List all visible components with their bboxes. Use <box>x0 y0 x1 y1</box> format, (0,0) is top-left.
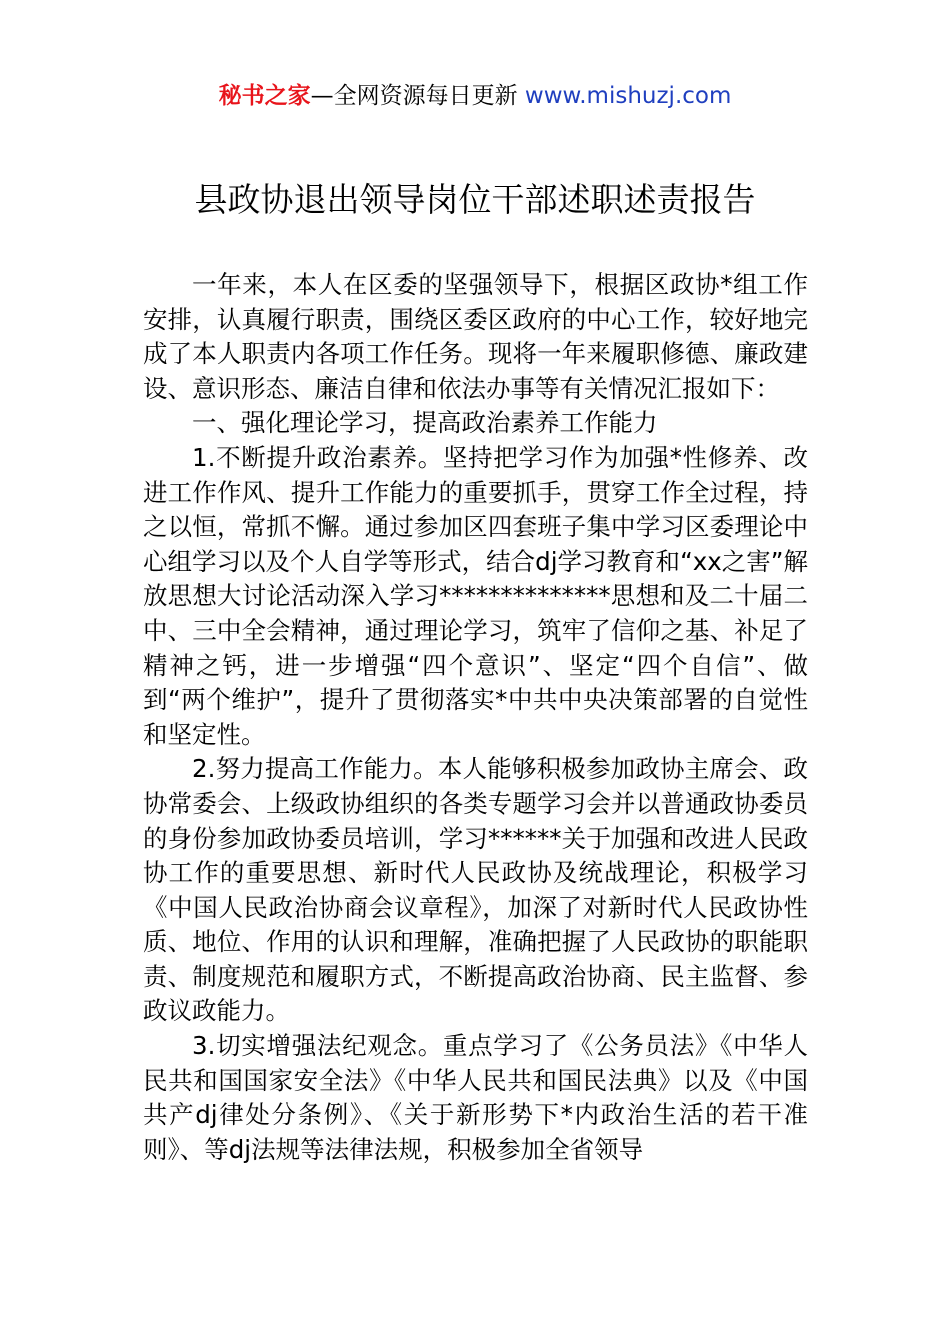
header-tagline: —全网资源每日更新 <box>310 83 518 109</box>
paragraph-item-3: 3.切实增强法纪观念。重点学习了《公务员法》《中华人民共和国国家安全法》《中华人民共和国民法典》以及《中国共产dj律处分条例》、《关于新形势下*内政治生活的若干准则》、等dj法规等法律法规，积极参加全省领导 <box>143 1031 808 1164</box>
paragraph-item-1: 1.不断提升政治素养。坚持把学习作为加强*性修养、改进工作作风、提升工作能力的重要抓手，贯穿工作全过程，持之以恒，常抓不懈。通过参加区四套班子集中学习区委理论中心组学习以及个人自学等形式，结合dj学习教育和“xx之害”解放思想大讨论活动深入学习**************思想和及二十届二中、三中全会精神，通过理论学习，筑牢了信仰之基、补足了精神之钙，进一步增强“四个意识”、坚定“四个自信”、做到“两个维护”，提升了贯彻落实*中共中央决策部署的自觉性和坚定性。 <box>143 442 808 749</box>
site-link[interactable]: www.mishuzj.com <box>524 83 732 109</box>
brand-name: 秘书之家 <box>218 83 311 109</box>
section-heading-1: 一、强化理论学习，提高政治素养工作能力 <box>192 408 658 438</box>
document-body <box>143 268 808 1167</box>
paragraph-intro: 一年来，本人在区委的坚强领导下，根据区政协*组工作安排，认真履行职责，围绕区委区政府的中心工作，较好地完成了本人职责内各项工作任务。现将一年来履职修德、廉政建设、意识形态、廉洁自律和依法办事等有关情况汇报如下： <box>143 270 808 403</box>
paragraph-item-2: 2.努力提高工作能力。本人能够积极参加政协主席会、政协常委会、上级政协组织的各类专题学习会并以普通政协委员的身份参加政协委员培训，学习******关于加强和改进人民政协工作的重要思想、新时代人民政协及统战理论，积极学习《中国人民政治协商会议章程》，加深了对新时代人民政协性质、地位、作用的认识和理解，准确把握了人民政协的职能职责、制度规范和履职方式，不断提高政治协商、民主监督、参政议政能力。 <box>143 754 808 1026</box>
document-title: 县政协退出领导岗位干部述职述责报告 <box>194 180 756 219</box>
site-header <box>0 80 950 112</box>
